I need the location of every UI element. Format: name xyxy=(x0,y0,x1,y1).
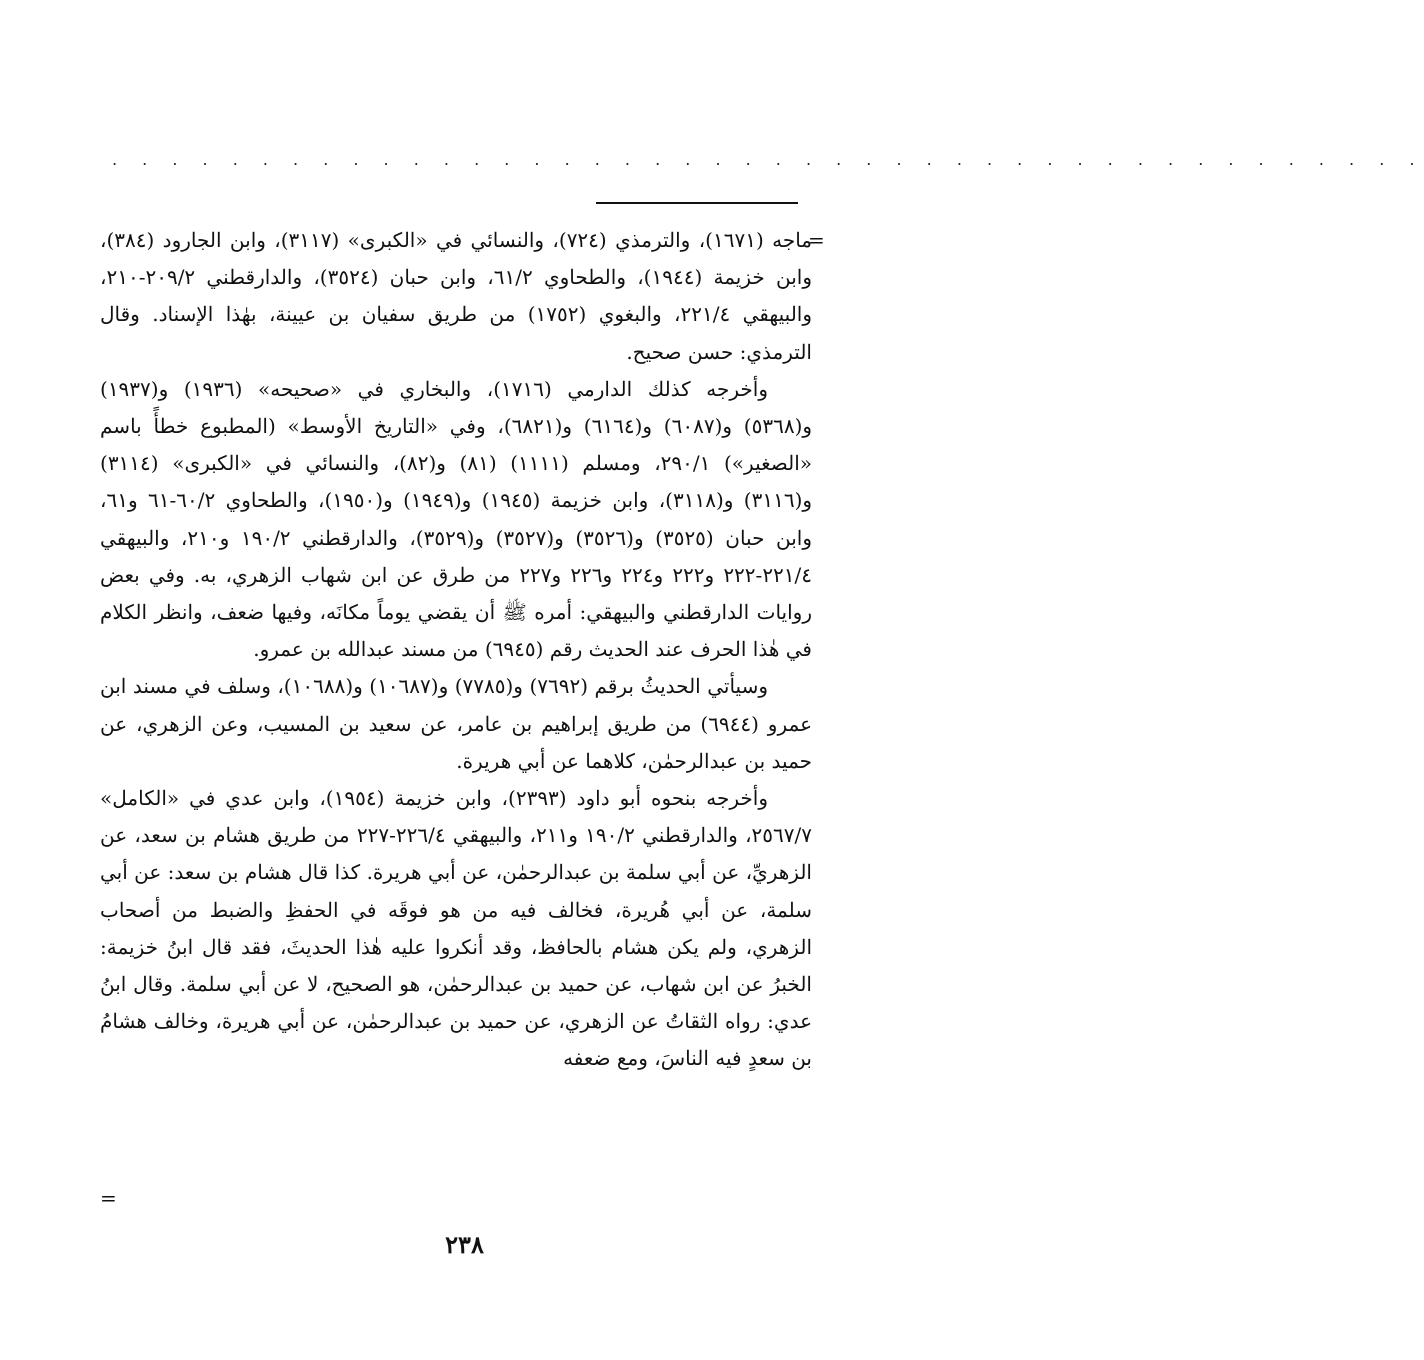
footnote-paragraph-1: ماجه (١٦٧١)، والترمذي (٧٢٤)، والنسائي في «الكبرى» (٣١١٧)، وابن الجارود (٣٨٤)، وابن خزيمة (١٩٤٤)، والطحاوي ٦١/٢، وابن حبان (٣٥٢٤)، والدارقطني ٢٠٩/٢-٢١٠، والبيهقي ٢٢١/٤، والبغوي (١٧٥٢) من طريق سفيان بن عيينة، بهٰذا الإسناد. وقال الترمذي: حسن صحيح. xyxy=(100,228,813,364)
footnote-paragraph-4: وأخرجه بنحوه أبو داود (٢٣٩٣)، وابن خزيمة (١٩٥٤)، وابن عدي في «الكامل» ٢٥٦٧/٧، والدارقطني ١٩٠/٢ و٢١١، والبيهقي ٢٢٦/٤-٢٢٧ من طريق هشام بن سعد، عن الزهريِّ، عن أبي سلمة بن عبدالرحمٰن، عن أبي هريرة. كذا قال هشام بن سعد: عن أبي سلمة، عن أبي هُريرة، فخالف فيه من هو فوقَه في الحفظِ والضبط من أصحاب الزهري، ولم يكن هشام بالحافظ، وقد أنكروا عليه هٰذا الحديثَ، فقد قال ابنُ خزيمة: الخبرُ عن ابن شهاب، عن حميد بن عبدالرحمٰن، هو الصحيح، لا عن أبي سلمة. وقال ابنُ عدي: رواه الثقاتُ عن الزهري، عن حميد بن عبدالرحمٰن، عن أبي هريرة، وخالف هشامُ بن سعدٍ فيه الناسَ، ومع ضعفه xyxy=(100,786,813,1071)
page-number: ٢٣٨ xyxy=(445,1230,484,1259)
footnote-text xyxy=(100,222,812,1078)
dotted-separator: . . . . . . . . . . . . . . . . . . . . . . . . . . . . . . . . . . . . . . . . . . . . xyxy=(112,150,1424,169)
footnote-paragraph-3: وسيأتي الحديثُ برقم (٧٦٩٢) و(٧٧٨٥) و(١٠٦٨٧) و(١٠٦٨٨)، وسلف في مسند ابن عمرو (٦٩٤٤) من طريق إبراهيم بن عامر، عن سعيد بن المسيب، وعن الزهري، عن حميد بن عبدالرحمٰن، كلاهما عن أبي هريرة. xyxy=(100,674,812,773)
footnote-paragraph-2: وأخرجه كذلك الدارمي (١٧١٦)، والبخاري في «صحيحه» (١٩٣٦) و(١٩٣٧) و(٥٣٦٨) و(٦٠٨٧) و(٦١٦٤) و(٦٨٢١)، وفي «التاريخ الأوسط» (المطبوع خطأً باسم «الصغير») ٢٩٠/١، ومسلم (١١١١) (٨١) و(٨٢)، والنسائي في «الكبرى» (٣١١٤) و(٣١١٦) و(٣١١٨)، وابن خزيمة (١٩٤٥) و(١٩٤٩) و(١٩٥٠)، والطحاوي ٦٠/٢-٦١ و٦١، وابن حبان (٣٥٢٥) و(٣٥٢٦) و(٣٥٢٧) و(٣٥٢٩)، والدارقطني ١٩٠/٢ و٢١٠، والبيهقي ٢٢١/٤-٢٢٢ و٢٢٢ و٢٢٤ و٢٢٦ و٢٢٧ من طرق عن ابن شهاب الزهري، به. وفي بعض روايات الدارقطني والبيهقي: أمره ﷺ أن يقضي يوماً مكانَه، وفيها ضعف، وانظر الكلام في هٰذا الحرف عند الحديث رقم (٦٩٤٥) من مسند عبدالله بن عمرو. xyxy=(100,376,813,662)
continuation-mark-end: = xyxy=(100,1186,117,1210)
footnote-rule xyxy=(596,202,798,204)
continuation-mark-start: = xyxy=(808,228,825,252)
